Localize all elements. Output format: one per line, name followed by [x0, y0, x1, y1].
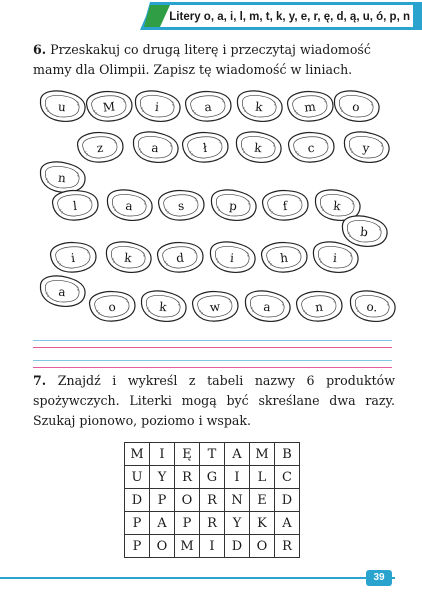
bean-letter-text: s: [177, 198, 185, 214]
writing-line: [33, 360, 392, 361]
grid-cell[interactable]: A: [225, 443, 250, 466]
grid-cell[interactable]: D: [225, 535, 250, 558]
bean-letter-text: m: [303, 99, 317, 115]
grid-cell[interactable]: P: [150, 489, 175, 512]
bean-letter-text: ł: [202, 140, 208, 156]
bean-letter-text: o: [351, 99, 361, 115]
bean-letter-text: l: [72, 198, 78, 214]
page-number: 39: [366, 570, 392, 586]
grid-cell[interactable]: Y: [225, 512, 250, 535]
bean-letter-text: d: [175, 250, 185, 266]
bean-letter: [349, 289, 397, 323]
bean-letter: [88, 289, 136, 323]
bean-letter-text: a: [124, 198, 134, 214]
bean-letter-text: o.: [365, 299, 379, 315]
grid-row: [125, 535, 300, 558]
page-title: Litery o, a, i, l, m, t, k, y, e, r, ę, d, ą, u, ó, p, n: [169, 11, 410, 23]
bean-letter-text: u: [57, 99, 67, 115]
bean-letter: [106, 188, 154, 222]
bean-letter: [39, 89, 87, 123]
grid-cell[interactable]: I: [200, 535, 225, 558]
bean-letter-text: o: [107, 299, 117, 315]
bean-letter-text: c: [306, 140, 316, 156]
bean-letter: [181, 130, 229, 164]
bean-letter-text: n: [57, 170, 67, 186]
bean-letter: [140, 289, 188, 323]
bean-letter: [51, 188, 99, 222]
footer-bar: [0, 577, 395, 579]
bean-letter-text: i: [332, 250, 338, 266]
grid-cell[interactable]: B: [275, 443, 300, 466]
grid-cell[interactable]: O: [175, 489, 200, 512]
grid-cell[interactable]: I: [150, 443, 175, 466]
bean-letter-text: p: [228, 198, 238, 214]
grid-cell[interactable]: R: [200, 512, 225, 535]
bean-letter: [295, 289, 343, 323]
bean-letter: [286, 89, 334, 123]
bean-letter: [184, 89, 232, 123]
grid-cell[interactable]: U: [125, 466, 150, 489]
grid-row: [125, 443, 300, 466]
word-search-grid: [124, 442, 300, 558]
grid-cell[interactable]: O: [250, 535, 275, 558]
bean-letter-text: n: [314, 299, 324, 315]
bean-letter: [244, 289, 292, 323]
grid-cell[interactable]: G: [200, 466, 225, 489]
grid-cell[interactable]: P: [175, 512, 200, 535]
bean-letter-text: k: [254, 99, 264, 115]
bean-letter-text: y: [362, 140, 370, 156]
grid-cell[interactable]: M: [175, 535, 200, 558]
bean-letter: [210, 188, 258, 222]
bean-letter: [39, 160, 87, 194]
bean-letter-text: f: [282, 198, 288, 214]
grid-cell[interactable]: P: [125, 512, 150, 535]
bean-letter: [49, 240, 97, 274]
writing-line: [33, 347, 392, 348]
bean-letter: [341, 214, 389, 248]
grid-cell[interactable]: M: [125, 443, 150, 466]
bean-letter-text: M: [102, 99, 116, 115]
exercise-7-instruction: [33, 371, 395, 431]
bean-letter: [209, 240, 257, 274]
grid-cell[interactable]: T: [200, 443, 225, 466]
bean-letter-text: a: [57, 284, 67, 300]
grid-cell[interactable]: D: [125, 489, 150, 512]
bean-letter-text: i: [70, 250, 76, 266]
bean-letter-text: k: [123, 250, 133, 266]
bean-letter: [343, 130, 391, 164]
exercise-text: Przeskakuj co drugą literę i przeczytaj wiadomość mamy dla Olimpii. Zapisz tę wiadomość w liniach.: [33, 42, 371, 77]
grid-cell[interactable]: D: [275, 489, 300, 512]
grid-cell[interactable]: I: [225, 466, 250, 489]
bean-letter-text: k: [158, 299, 168, 315]
grid-cell[interactable]: R: [275, 535, 300, 558]
bean-letter: [85, 89, 133, 123]
grid-cell[interactable]: A: [150, 512, 175, 535]
bean-letter: [191, 289, 239, 323]
bean-letter: [134, 89, 182, 123]
grid-cell[interactable]: M: [250, 443, 275, 466]
bean-letter: [39, 274, 87, 308]
grid-cell[interactable]: R: [200, 489, 225, 512]
grid-cell[interactable]: P: [125, 535, 150, 558]
exercise-number: 7.: [33, 373, 47, 388]
bean-letter-text: i: [154, 99, 160, 115]
bean-letter-text: b: [359, 224, 369, 240]
grid-row: [125, 512, 300, 535]
bean-letter-text: a: [203, 99, 213, 115]
bean-letter-text: k: [332, 198, 342, 214]
grid-cell[interactable]: L: [250, 466, 275, 489]
bean-letter: [312, 240, 360, 274]
bean-letter: [333, 89, 381, 123]
bean-letter: [287, 130, 335, 164]
grid-cell[interactable]: K: [250, 512, 275, 535]
bean-letter: [260, 240, 308, 274]
bean-letter-text: a: [262, 299, 272, 315]
bean-letter: [157, 188, 205, 222]
grid-cell[interactable]: Y: [150, 466, 175, 489]
grid-row: [125, 466, 300, 489]
exercise-text: Znajdź i wykreśl z tabeli nazwy 6 produktów spożywczych. Literki mogą być skreślane dwa razy. Szukaj pionowo, poziomo i wspak.: [33, 373, 395, 428]
bean-letter: [132, 130, 180, 164]
writing-line: [33, 367, 392, 368]
grid-cell[interactable]: E: [250, 489, 275, 512]
writing-line: [33, 340, 392, 341]
bean-letter-text: w: [209, 299, 221, 315]
bean-letter: [105, 240, 153, 274]
bean-letter: [261, 188, 309, 222]
grid-cell[interactable]: O: [150, 535, 175, 558]
bean-letter: [235, 130, 283, 164]
grid-cell[interactable]: C: [275, 466, 300, 489]
bean-letter: [76, 130, 124, 164]
grid-cell[interactable]: N: [225, 489, 250, 512]
bean-letter: [156, 240, 204, 274]
bean-letter-text: k: [253, 140, 263, 156]
grid-row: [125, 489, 300, 512]
bean-letter-text: i: [229, 250, 235, 266]
grid-cell[interactable]: R: [175, 466, 200, 489]
grid-cell[interactable]: Ę: [175, 443, 200, 466]
bean-letter-text: z: [96, 140, 104, 156]
bean-letter-text: a: [150, 140, 160, 156]
bean-letter-text: h: [279, 250, 289, 266]
exercise-number: 6.: [33, 42, 47, 57]
bean-letter: [236, 89, 284, 123]
grid-cell[interactable]: A: [275, 512, 300, 535]
